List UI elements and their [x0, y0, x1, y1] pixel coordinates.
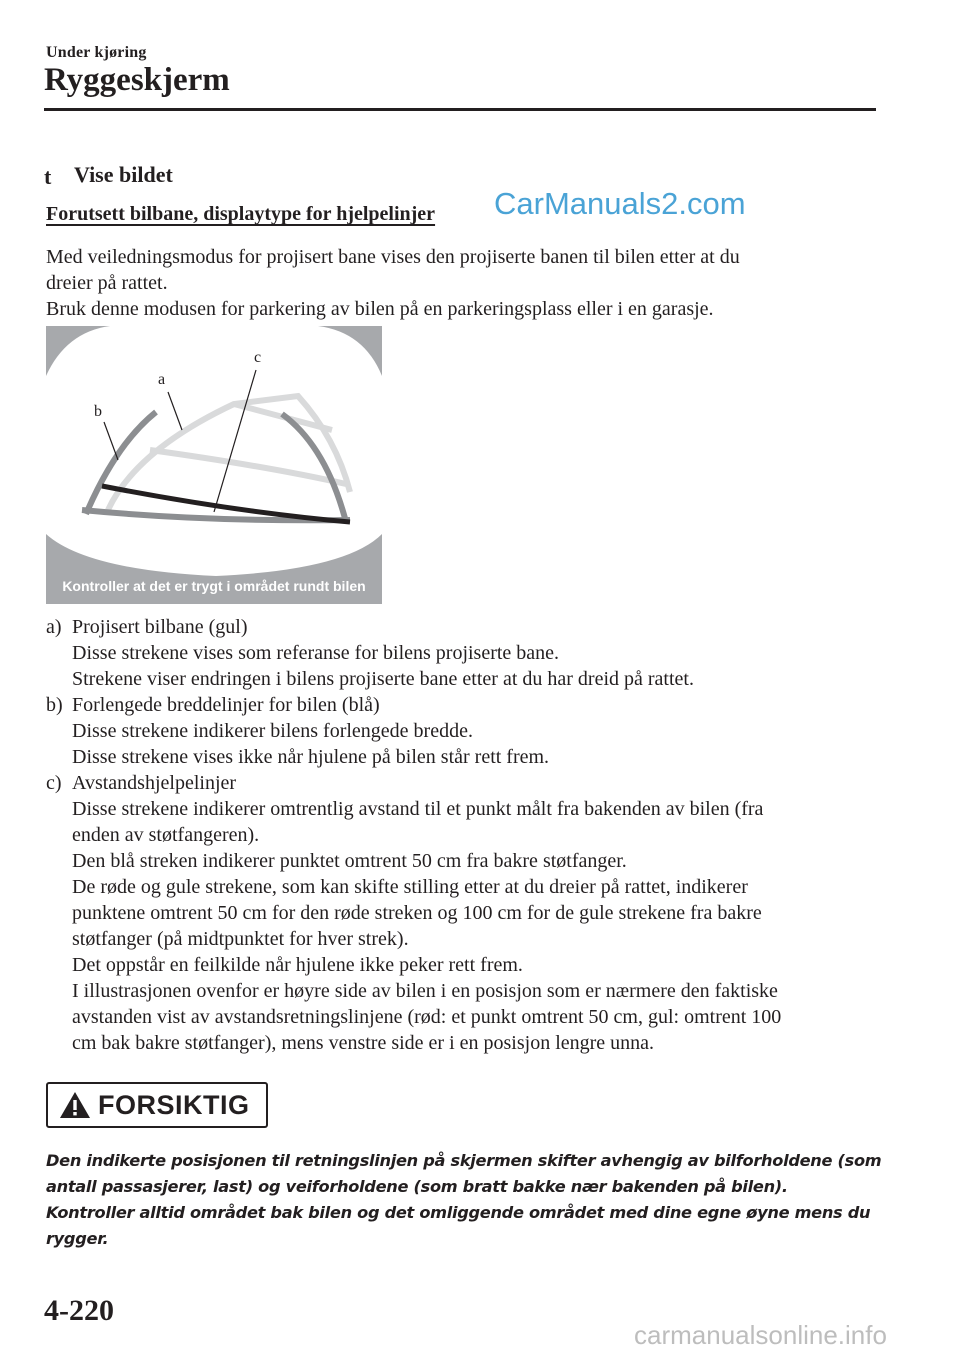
definition-line: Disse strekene indikerer bilens forlengede bredde.	[72, 720, 473, 742]
definition-line: støtfanger (på midtpunktet for hver strek).	[72, 928, 409, 950]
intro-line: dreier på rattet.	[46, 272, 168, 294]
watermark-carmanuals2: CarManuals2.com	[494, 186, 746, 221]
definition-line: De røde og gule strekene, som kan skifte stilling etter at du dreier på rattet, indikerer	[72, 876, 748, 898]
subheading: Forutsett bilbane, displaytype for hjelpelinjer	[46, 203, 436, 225]
page-number: 4-220	[44, 1294, 114, 1327]
definition-body	[72, 770, 896, 1056]
rear-camera-figure	[46, 326, 382, 604]
definition-line: punktene omtrent 50 cm for den røde streken og 100 cm for de gule strekene fra bakre	[72, 902, 762, 924]
footer-watermark: carmanualsonline.info	[634, 1320, 887, 1350]
definition-line: Avstandshjelpelinjer	[72, 772, 237, 794]
definition-list	[46, 614, 896, 1056]
caution-box	[46, 1082, 268, 1128]
caution-text	[46, 1148, 896, 1252]
definition-line: cm bak bakre støtfanger), mens venstre side er i en posisjon lengre unna.	[72, 1032, 655, 1054]
definition-line: Strekene viser endringen i bilens projiserte bane etter at du har dreid på rattet.	[72, 668, 694, 690]
definition-line: Det oppstår en feilkilde når hjulene ikke peker rett frem.	[72, 954, 523, 976]
definition-item-a	[46, 614, 896, 692]
caution-label: FORSIKTIG	[98, 1089, 250, 1120]
definition-letter: a)	[46, 616, 62, 638]
title-divider	[44, 108, 876, 111]
definition-line: Disse strekene vises som referanse for bilens projiserte bane.	[72, 642, 560, 664]
definition-letter: b)	[46, 694, 63, 716]
section-label: Under kjøring	[46, 44, 147, 61]
definition-item-c	[46, 770, 896, 1056]
warning-triangle-icon	[58, 1090, 92, 1120]
definition-line: Disse strekene vises ikke når hjulene på bilen står rett frem.	[72, 746, 550, 768]
definition-item-b	[46, 692, 896, 770]
intro-line: Med veiledningsmodus for projisert bane vises den projiserte banen til bilen etter at du	[46, 246, 740, 268]
heading-bullet: t	[44, 164, 52, 189]
intro-paragraph	[46, 244, 886, 322]
figure-caption: Kontroller at det er trygt i området rundt bilen	[62, 578, 366, 594]
caution-line: antall passasjerer, last) og veiforholdene (som bratt bakke nær bakenden på bilen).	[46, 1177, 788, 1196]
caution-line: rygger.	[46, 1229, 109, 1248]
figure-label-c: c	[254, 349, 262, 366]
definition-line: avstanden vist av avstandsretningslinjene (rød: et punkt omtrent 50 cm, gul: omtrent 100	[72, 1006, 782, 1028]
intro-line: Bruk denne modusen for parkering av bilen på en parkeringsplass eller i en garasje.	[46, 298, 714, 320]
section-heading: Vise bildet	[74, 162, 173, 187]
display-area	[46, 326, 382, 576]
definition-body	[72, 692, 896, 770]
definition-line: Projisert bilbane (gul)	[72, 616, 248, 638]
definition-letter: c)	[46, 772, 62, 794]
definition-line: I illustrasjonen ovenfor er høyre side av bilen i en posisjon som er nærmere den faktiske	[72, 980, 778, 1002]
definition-body	[72, 614, 896, 692]
page-title: Ryggeskjerm	[44, 62, 230, 98]
caution-line: Kontroller alltid området bak bilen og det omliggende området med dine egne øyne mens du	[46, 1203, 871, 1222]
definition-line: Forlengede breddelinjer for bilen (blå)	[72, 694, 380, 716]
definition-line: Disse strekene indikerer omtrentlig avstand til et punkt målt fra bakenden av bilen (fra	[72, 798, 764, 820]
caution-line: Den indikerte posisjonen til retningslinjen på skjermen skifter avhengig av bilforholdene (som	[46, 1151, 882, 1170]
figure-label-b: b	[94, 403, 102, 420]
definition-line: enden av støtfangeren).	[72, 824, 260, 846]
definition-line: Den blå streken indikerer punktet omtrent 50 cm fra bakre støtfanger.	[72, 850, 627, 872]
figure-label-a: a	[158, 371, 166, 388]
